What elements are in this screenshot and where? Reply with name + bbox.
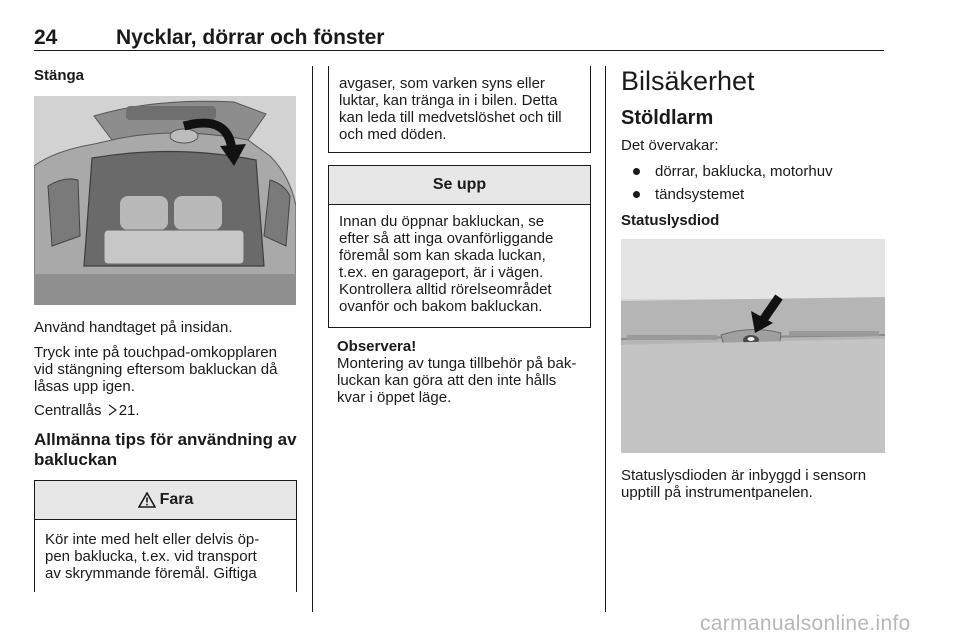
column-divider-1 — [312, 66, 313, 612]
status-led-figure — [621, 239, 885, 453]
text-line: avgaser, som varken syns eller — [339, 75, 545, 92]
text-line: pen baklucka, t.ex. vid transport — [45, 548, 257, 565]
text-line: Allmänna tips för användning av — [34, 430, 297, 449]
list-item — [621, 160, 891, 183]
text-line: efter så att inga ovanförliggande — [339, 230, 554, 247]
note-body — [337, 355, 599, 406]
text-line: låsas upp igen. — [34, 378, 135, 395]
caution-box — [328, 165, 591, 328]
text-centrallas: Centrallås — [34, 402, 102, 419]
warning-triangle-icon — [138, 492, 156, 508]
text-line: av skrymmande föremål. Giftiga — [45, 565, 257, 582]
page-ref-arrow-icon — [108, 403, 117, 420]
tailgate-figure — [34, 96, 296, 305]
column-divider-2 — [605, 66, 606, 612]
paragraph-handle: Använd handtaget på insidan. — [34, 319, 233, 336]
section-heading-stanga: Stänga — [34, 67, 85, 84]
paragraph-centrallas — [34, 402, 140, 420]
danger-box — [34, 480, 297, 592]
header-rule — [34, 50, 884, 51]
text-line: Montering av tunga tillbehör på bak- — [337, 355, 577, 372]
text-line: och med döden. — [339, 126, 447, 143]
danger-box-title: Fara — [159, 491, 194, 508]
list-item-text: dörrar, baklucka, motorhuv — [655, 163, 833, 180]
text-line: ovanför och bakom bakluckan. — [339, 298, 543, 315]
text-line: föremål som kan skada luckan, — [339, 247, 546, 264]
danger-box-header — [35, 481, 296, 520]
tailgate-illustration — [34, 96, 296, 305]
text-line: luktar, kan tränga in i bilen. Detta — [339, 92, 558, 109]
text-line: Statuslysdioden är inbyggd i sensorn — [621, 467, 867, 484]
text-line: Tryck inte på touchpad-omkopplaren — [34, 344, 277, 361]
monitoring-list — [621, 160, 891, 206]
danger-box-body — [35, 520, 296, 582]
bullet-icon — [633, 191, 640, 198]
subsection-title-stoldlarm: Stöldlarm — [621, 107, 714, 129]
text-line: Kontrollera alltid rörelseområdet — [339, 281, 552, 298]
paragraph-touchpad — [34, 344, 304, 395]
caution-box-header — [329, 166, 590, 205]
text-line: Innan du öppnar bakluckan, se — [339, 213, 545, 230]
page-number: 24 — [34, 26, 58, 49]
list-item-text: tändsystemet — [655, 186, 745, 203]
note-heading: Observera! — [337, 338, 417, 355]
heading-statuslysdiod: Statuslysdiod — [621, 212, 720, 229]
status-led-caption — [621, 467, 896, 501]
text-line: Kör inte med helt eller delvis öp- — [45, 531, 260, 548]
heading-general-tips — [34, 430, 304, 470]
text-line: luckan kan göra att den inte hålls — [337, 372, 557, 389]
bullet-icon — [633, 168, 640, 175]
text-line: kan leda till medvetslöshet och till — [339, 109, 562, 126]
monitoring-intro: Det övervakar: — [621, 137, 719, 154]
dashboard-sensor-illustration — [621, 239, 885, 453]
text-line: t.ex. en garageport, är i vägen. — [339, 264, 544, 281]
danger-box-continued-body — [329, 66, 590, 143]
danger-box-continued — [328, 66, 591, 153]
section-title-bilsakerhet: Bilsäkerhet — [621, 66, 755, 96]
text-line: bakluckan — [34, 450, 118, 469]
text-line: vid stängning eftersom bakluckan då — [34, 361, 278, 378]
page-ref-link[interactable]: 21. — [118, 402, 140, 419]
text-line: upptill på instrumentpanelen. — [621, 484, 813, 501]
caution-box-body — [329, 205, 590, 315]
list-item — [621, 183, 891, 206]
text-line: kvar i öppet läge. — [337, 389, 452, 406]
page-title: Nycklar, dörrar och fönster — [116, 26, 385, 49]
watermark-text: carmanualsonline.info — [700, 612, 911, 635]
caution-box-title: Se upp — [432, 176, 487, 193]
